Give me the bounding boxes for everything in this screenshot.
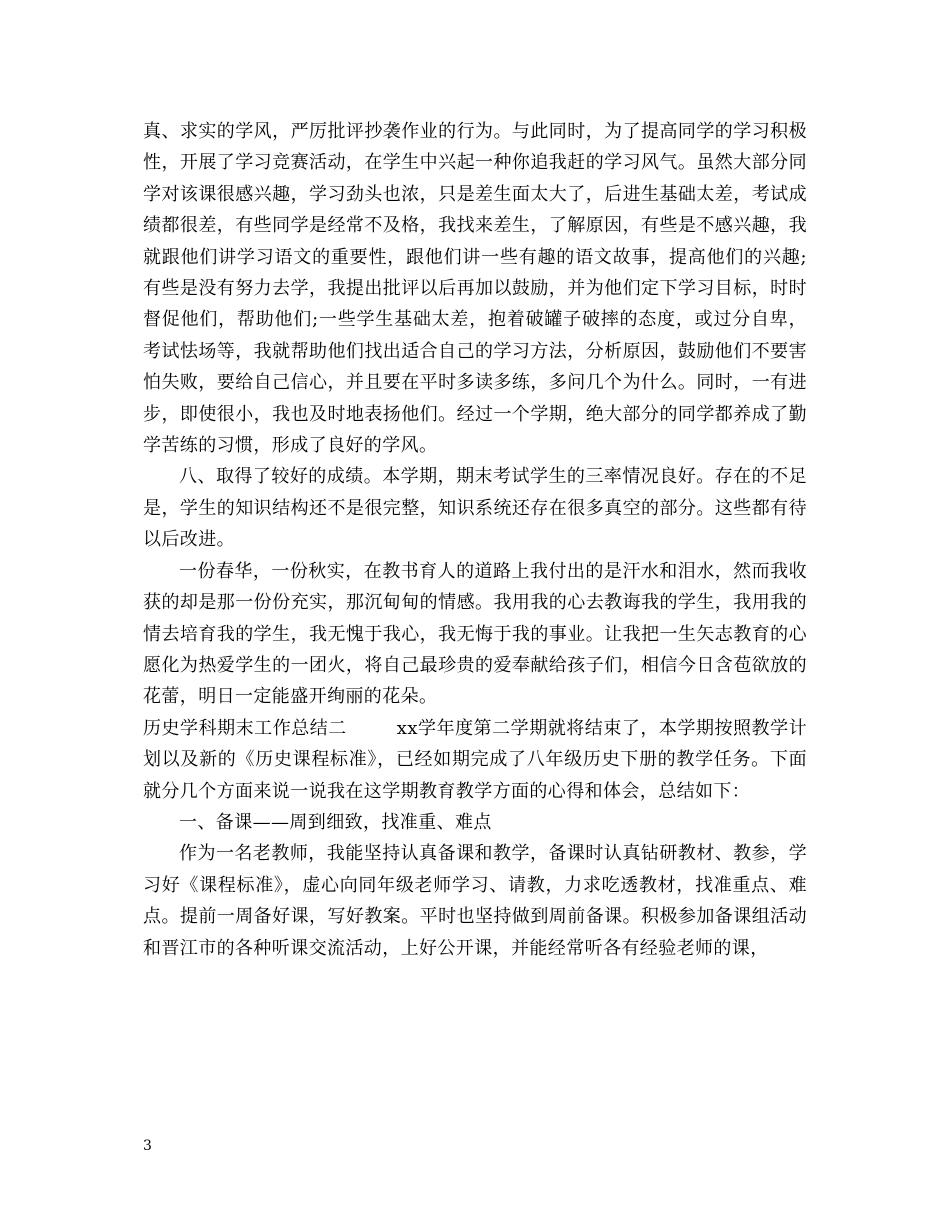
paragraph-history-summary-intro: 历史学科期末工作总结二 xx学年度第二学期就将结束了，本学期按照教学计划以及新的《历史课程标准》，已经如期完成了八年级历史下册的教学任务。下面就分几个方面来说一说我在这学期教育教学方面的心得和体会，总结如下： — [143, 717, 807, 802]
paragraph-reflection: 一份春华，一份秋实，在教书育人的道路上我付出的是汗水和泪水，然而我收获的却是那一份份充实，那沉甸甸的情感。我用我的心去教诲我的学生，我用我的情去培育我的学生，我无愧于我心，我无悔于我的事业。让我把一生矢志教育的心愿化为热爱学生的一团火，将自己最珍贵的爱奉献给孩子们，相信今日含苞欲放的花蕾，明日一定能盛开绚丽的花朵。 — [143, 560, 807, 708]
paragraph-study-habits: 真、求实的学风，严厉批评抄袭作业的行为。与此同时，为了提高同学的学习积极性，开展了学习竞赛活动，在学生中兴起一种你追我赶的学习风气。虽然大部分同学对该课很感兴趣，学习劲头也浓，只是差生面太大了，后进生基础太差，考试成绩都很差，有些同学是经常不及格，我找来差生，了解原因，有些是不感兴趣，我就跟他们讲学习语文的重要性，跟他们讲一些有趣的语文故事，提高他们的兴趣;有些是没有努力去学，我提出批评以后再加以鼓励，并为他们定下学习目标，时时督促他们，帮助他们;一些学生基础太差，抱着破罐子破摔的态度，或过分自卑，考试怯场等，我就帮助他们找出适合自己的学习方法，分析原因，鼓励他们不要害怕失败，要给自己信心，并且要在平时多读多练，多问几个为什么。同时，一有进步，即使很小，我也及时地表扬他们。经过一个学期，绝大部分的同学都养成了勤学苦练的习惯，形成了良好的学风。 — [143, 121, 807, 457]
paragraph-lesson-prep: 作为一名老教师，我能坚持认真备课和教学，备课时认真钻研教材、教参，学习好《课程标准》，虚心向同年级老师学习、请教，力求吃透教材，找准重点、难点。提前一周备好课，写好教案。平时也坚持做到周前备课。积极参加备课组活动和晋江市的各种听课交流活动，上好公开课，并能经常听各有经验老师的课， — [143, 843, 807, 959]
document-body — [143, 116, 807, 964]
section-heading-lesson-prep: 一、备课——周到细致，找准重、难点 — [179, 811, 492, 833]
paragraph-achievements: 八、取得了较好的成绩。本学期，期末考试学生的三率情况良好。存在的不足是，学生的知识结构还不是很完整，知识系统还存在很多真空的部分。这些都有待以后改进。 — [143, 466, 807, 551]
page-number: 3 — [143, 1138, 152, 1154]
